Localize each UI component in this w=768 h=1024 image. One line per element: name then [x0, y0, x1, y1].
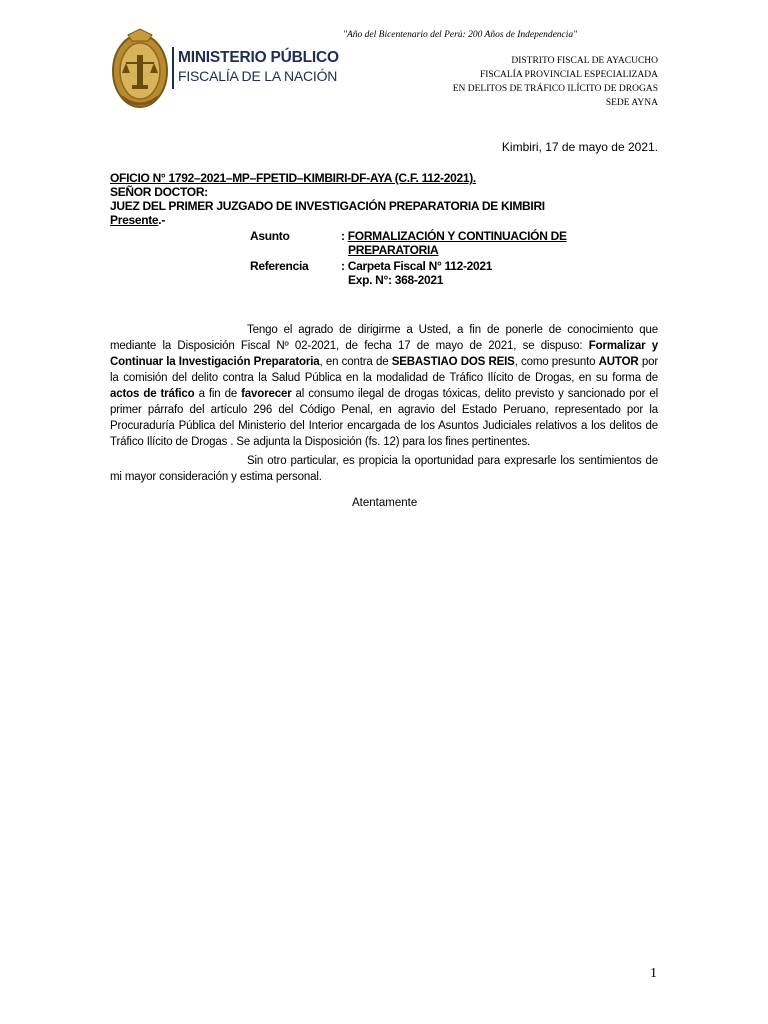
- logo-title: MINISTERIO PÚBLICO: [178, 49, 339, 66]
- referencia-line2: Exp. N°: 368-2021: [348, 273, 444, 287]
- paragraph-text: Tengo el agrado de dirigirme a Usted, a fin de ponerle de conocimiento que mediante la Disposición Fiscal Nº 02-2021, de fecha 17 de mayo de 2021, se dispuso:: [110, 324, 658, 352]
- asunto-line1: FORMALIZACIÓN Y CONTINUACIÓN DE: [347, 229, 567, 243]
- asunto-line2: PREPARATORIA: [348, 243, 439, 257]
- paragraph-bold: Formalizar y Continuar la Investigación Preparatoria: [110, 340, 658, 368]
- oficio-number: OFICIO N° 1792–2021–MP–FPETID–KIMBIRI-DF-AYA (C.F. 112-2021).: [110, 171, 476, 185]
- document-date: Kimbiri, 17 de mayo de 2021.: [501, 140, 658, 154]
- header-motto: "Año del Bicentenario del Perú: 200 Años de Independencia": [343, 30, 578, 40]
- paragraph-bold: actos de tráfico: [110, 388, 195, 400]
- district-block: [453, 54, 658, 110]
- addressee: JUEZ DEL PRIMER JUZGADO DE INVESTIGACIÓN PREPARATORIA DE KIMBIRI: [110, 199, 545, 213]
- presente-suffix: .-: [158, 213, 166, 227]
- salutation: SEÑOR DOCTOR:: [110, 185, 208, 199]
- institution-logo: [108, 27, 339, 113]
- logo-divider: [172, 47, 174, 89]
- district-line: EN DELITOS DE TRÁFICO ILÍCITO DE DROGAS: [452, 84, 658, 94]
- district-line: DISTRITO FISCAL DE AYACUCHO: [511, 56, 658, 66]
- presente-line: [110, 213, 165, 227]
- paragraph-text: por la comisión del delito contra la Salud Pública en la modalidad de Tráfico Ilícito de Drogas, en su forma de: [110, 356, 658, 384]
- asunto-label: Asunto: [250, 229, 290, 243]
- accused-name: SEBASTIAO DOS REIS: [391, 356, 515, 368]
- referencia-label: Referencia: [250, 259, 309, 273]
- paragraph-text: al consumo ilegal de drogas tóxicas, delito previsto y sancionado por el primer párrafo del artículo 296 del Código Penal, en agravio del Estado Peruano, representado por la Procuraduría Pública del Ministerio del Interior encargada de los Asuntos Judiciales relativos a los delitos de Tráfico Ilícito de Drogas . Se adjunta la Disposición (fs. 12) para los fines pertinentes.: [110, 388, 658, 448]
- paragraph-text: , como presunto: [514, 356, 599, 368]
- paragraph-text: , en contra de: [319, 356, 392, 368]
- asunto-value: [341, 229, 567, 243]
- district-line: FISCALÍA PROVINCIAL ESPECIALIZADA: [479, 70, 658, 80]
- referencia-line1: : Carpeta Fiscal N° 112-2021: [341, 259, 493, 273]
- paragraph-text: a fin de: [194, 388, 242, 400]
- logo-subtitle: FISCALÍA DE LA NACIÓN: [178, 68, 338, 84]
- body-paragraph-1: [110, 322, 658, 450]
- page-number: 1: [650, 966, 657, 981]
- closing: Atentamente: [352, 497, 418, 509]
- district-line: SEDE AYNA: [605, 98, 658, 108]
- shield-emblem-icon: [108, 27, 172, 113]
- body-paragraph-2: Sin otro particular, es propicia la oportunidad para expresarle los sentimientos de mi mayor consideración y estima personal.: [110, 455, 658, 483]
- paragraph-bold: favorecer: [241, 388, 292, 400]
- paragraph-bold: AUTOR: [598, 356, 639, 368]
- asunto-colon: :: [341, 229, 345, 243]
- presente-text: Presente: [110, 213, 159, 227]
